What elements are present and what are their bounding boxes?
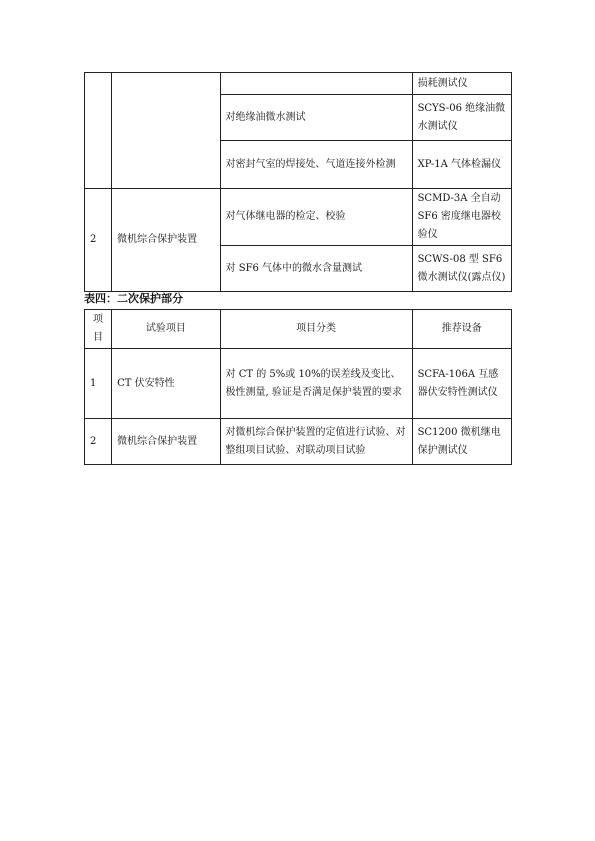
cell-method: SC1200 微机继电保护测试仪 xyxy=(412,419,511,465)
table-row xyxy=(85,349,512,419)
cell-num: 2 xyxy=(85,189,112,292)
cell-item xyxy=(220,73,412,95)
cell-item: 对气体继电器的检定、校验 xyxy=(220,189,412,246)
cell-item: 对绝缘油微水测试 xyxy=(220,95,412,141)
cell-item: 对微机综合保护装置的定值进行试验、对整组项目试验、对联动项目试验 xyxy=(220,419,412,465)
table-continued xyxy=(84,72,512,292)
cell-method: SCFA-106A 互感器伏安特性测试仪 xyxy=(412,349,511,419)
cell-item: 对 SF6 气体中的微水含量测试 xyxy=(220,246,412,292)
header-cell: 推荐设备 xyxy=(412,310,511,349)
cell-name xyxy=(112,73,220,189)
cell-item: 对密封气室的焊接处、气道连接外检测 xyxy=(220,141,412,189)
header-cell: 试验项目 xyxy=(112,310,220,349)
cell-num xyxy=(85,73,112,189)
table-secondary-protection xyxy=(84,309,512,465)
table-row xyxy=(85,189,512,246)
table-header-row xyxy=(85,310,512,349)
cell-name: 微机综合保护装置 xyxy=(112,189,220,292)
cell-method: SCYS-06 绝缘油微水测试仪 xyxy=(412,95,511,141)
cell-item: 对 CT 的 5%或 10%的误差线及变比、极性测量, 验证是否满足保护装置的要求 xyxy=(220,349,412,419)
table-caption: 表四：二次保护部分 xyxy=(84,292,183,305)
header-cell: 项目 xyxy=(85,310,112,349)
table-row xyxy=(85,419,512,465)
cell-method: SCMD-3A 全自动 SF6 密度继电器校验仪 xyxy=(412,189,511,246)
cell-method: 损耗测试仪 xyxy=(412,73,511,95)
cell-method: XP-1A 气体检漏仪 xyxy=(412,141,511,189)
cell-method: SCWS-08 型 SF6 微水测试仪(露点仪) xyxy=(412,246,511,292)
cell-name: CT 伏安特性 xyxy=(112,349,220,419)
table-row xyxy=(85,73,512,95)
header-cell: 项目分类 xyxy=(220,310,412,349)
cell-num: 1 xyxy=(85,349,112,419)
cell-num: 2 xyxy=(85,419,112,465)
cell-name: 微机综合保护装置 xyxy=(112,419,220,465)
